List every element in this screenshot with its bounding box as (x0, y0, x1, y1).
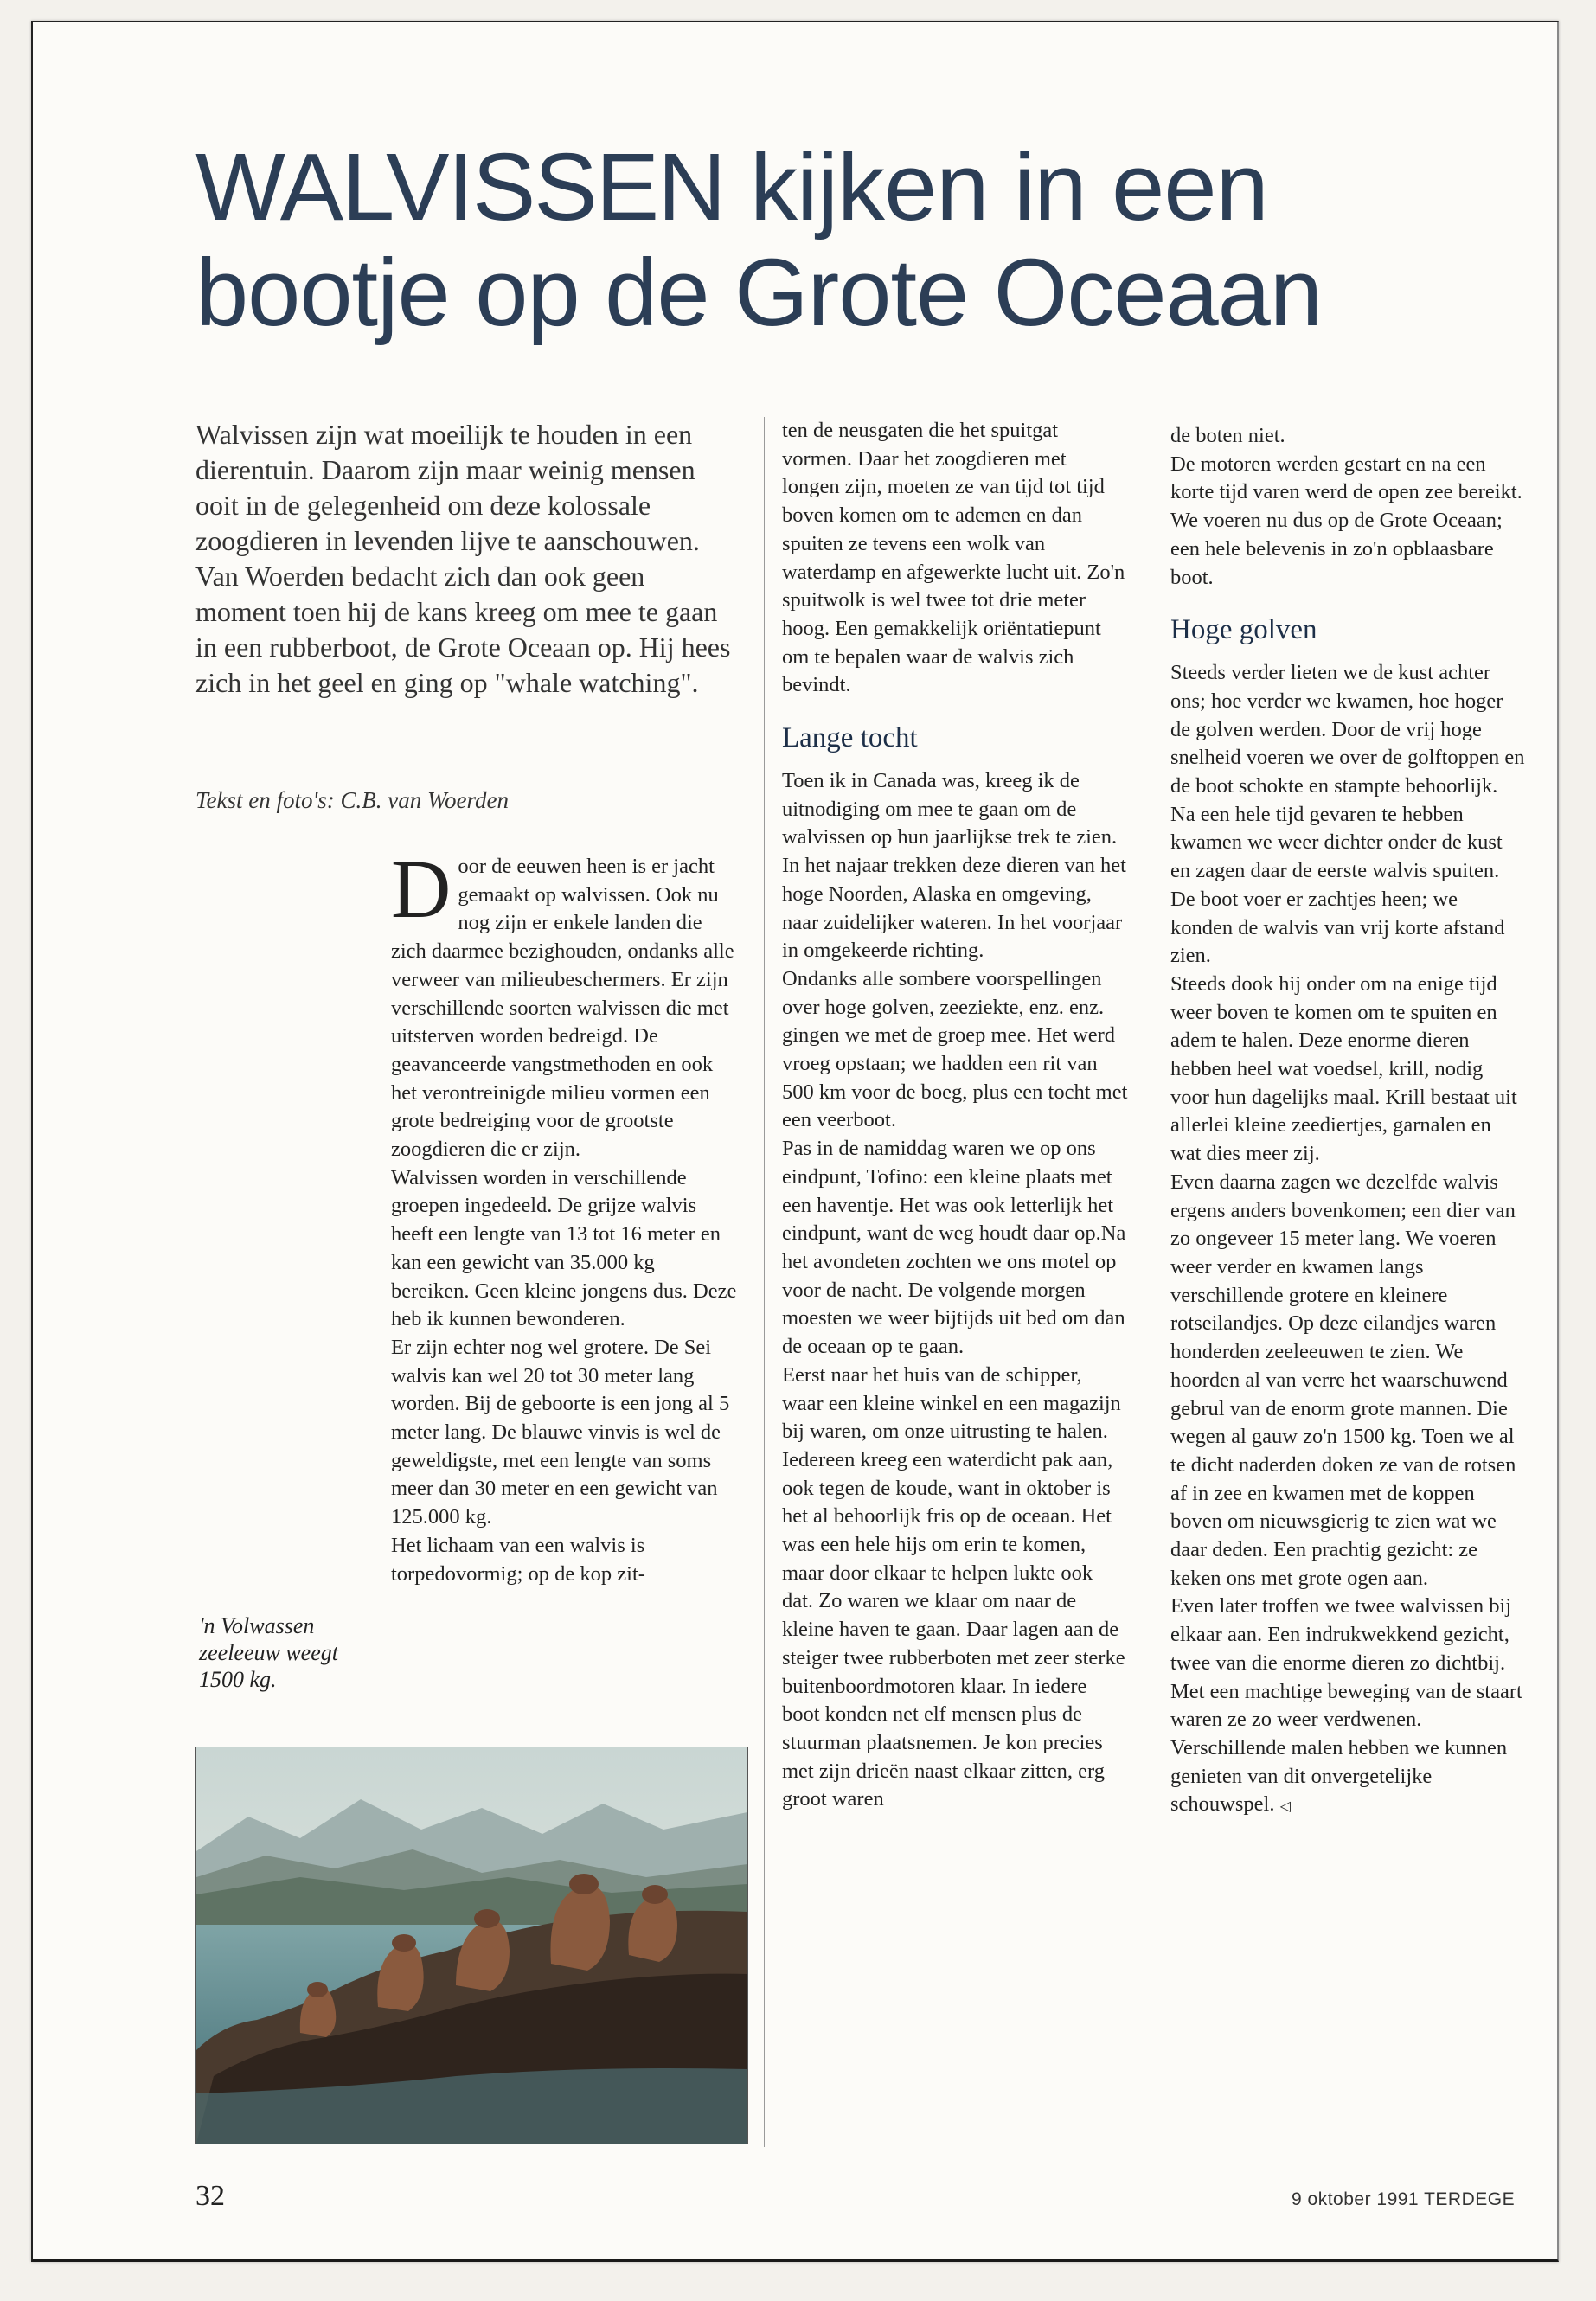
article-column-3 (1170, 422, 1525, 1821)
article-column-2 (782, 417, 1128, 1814)
article-title (195, 135, 1493, 346)
column-divider (764, 417, 765, 2147)
paragraph: Ondanks alle sombere voorspellingen over hoge golven, zeeziekte, enz. enz. gingen we met de groep mee. Het werd vroeg opstaan; we hadden een rit van 500 km voor de boeg, plus een tocht met een veerboot. (782, 966, 1128, 1132)
end-mark-icon: ◁ (1279, 1798, 1291, 1815)
subheading-lange-tocht: Lange tocht (782, 722, 918, 754)
paragraph-text: oor de eeuwen heen is er jacht gemaakt op walvissen. Ook nu nog zijn er enkele landen die zich daarmee bezighouden, ondanks alle verweer van milieubeschermers. Er zijn verschillende soorten walvissen die met uitsterven worden bedreigd. De geavanceerde vangstmethoden en ook het verontreinigde milieu vormen een grote bedreiging voor de grootste zoogdieren die er zijn. (391, 855, 734, 1162)
paragraph: de boten niet. (1170, 424, 1285, 447)
paragraph-text: Even later troffen we twee walvissen bij elkaar aan. Een indrukwekkend gezicht, twee van die enorme dieren zo dichtbij. Met een machtige beweging van de staart waren ze zo weer verdwenen. Verschillende malen hebben we kunnen genieten van dit onvergetelijke schouwspel. (1170, 1594, 1522, 1817)
paragraph: Er zijn echter nog wel grotere. De Sei walvis kan wel 20 tot 30 meter lang worden. Bij de geboorte is een jong al 5 meter lang. De blauwe vinvis is wel de geweldigste, met een lengte van soms meer dan 30 meter en een gewicht van 125.000 kg. (391, 1335, 730, 1529)
byline: Tekst en foto's: C.B. van Woerden (195, 787, 509, 813)
magazine-page (31, 21, 1559, 2262)
paragraph: ten de neusgaten die het spuitgat vormen. Daar het zoogdieren met longen zijn, moeten ze van tijd tot tijd boven komen om te ademen en dan spuiten ze tevens een wolk van waterdamp en afgewerkte lucht uit. Zo'n spuitwolk is wel twee tot drie meter hoog. Een gemakkelijk oriëntatiepunt om te bepalen waar de walvis zich bevindt. (782, 419, 1125, 697)
title-line2: bootje op de Grote Oceaan (195, 240, 1323, 346)
paragraph: Pas in de namiddag waren we op ons eindpunt, Tofino: een kleine plaats met een haventje. Het was ook letterlijk het eindpunt, want de weg houdt daar op.Na het avondeten zochten we ons motel op voor de nacht. De volgende morgen moesten we weer bijtijds uit bed om dan de oceaan op te gaan. (782, 1137, 1126, 1359)
footer-date: 9 oktober 1991 TERDEGE (1292, 2189, 1516, 2209)
paragraph: Walvissen worden in verschillende groepen ingedeeld. De grijze walvis heeft een lengte van 13 tot 16 meter en kan een gewicht van 35.000 kg bereiken. Geen kleine jongens dus. Deze heb ik kunnen bewonderen. (391, 1165, 737, 1331)
paragraph: Steeds verder lieten we de kust achter ons; hoe verder we kwamen, hoe hoger de golven werden. Door de vrij hoge snelheid voeren we over de golftoppen en de boot schokte en stampte behoorlijk. Na een hele tijd gevaren te hebben kwamen we weer dichter onder de kust en zagen daar de eerste walvis spuiten. De boot voer er zachtjes heen; we konden de walvis van vrij korte afstand zien. (1170, 661, 1525, 968)
paragraph: De motoren werden gestart en na een korte tijd varen werd de open zee bereikt. We voeren nu dus op de Grote Oceaan; een hele belevenis in zo'n opblaasbare boot. (1170, 452, 1522, 589)
article-column-1 (391, 843, 737, 1588)
paragraph: Toen ik in Canada was, kreeg ik de uitnodiging om mee te gaan om de walvissen op hun jaarlijkse trek te zien. In het najaar trekken deze dieren van het hoge Noorden, Alaska en omgeving, naar zuidelijker wateren. In het voorjaar in omgekeerde richting. (782, 769, 1126, 963)
paragraph (391, 843, 737, 1164)
paragraph: Even daarna zagen we dezelfde walvis ergens anders bovenkomen; een dier van zo ongeveer 15 meter lang. We voeren weer verder en kwamen langs verschillende grotere en kleinere rotseilandjes. Op deze eilandjes waren honderden zeeleeuwen te zien. We hoorden al van verre het waarschuwend gebrul van de enorm grote mannen. Die wegen al gauw zo'n 1500 kg. Toen we al te dicht naderden doken ze van de rotsen af in zee en kwamen met de koppen boven om nieuwsgierig te zien wat we daar deden. Een prachtig gezicht: ze keken ons met grote ogen aan. (1170, 1170, 1516, 1590)
page-number: 32 (195, 2180, 225, 2212)
sea-lion-photo (195, 1747, 748, 2144)
drop-cap: D (391, 843, 452, 935)
title-line1-rest: kijken in een (724, 134, 1268, 240)
intro-paragraph: Walvissen zijn wat moeilijk te houden in een dierentuin. Daarom zijn maar weinig mensen ooit in de gelegenheid om deze kolossale zoogdieren in levenden lijve te aanschouwen. Van Woerden bedacht zich dan ook geen moment toen hij de kans kreeg om mee te gaan in een rubberboot, de Grote Oceaan op. Hij hees zich in het geel en ging op "whale watching". (195, 419, 731, 698)
paragraph: Het lichaam van een walvis is torpedovormig; op de kop zit- (391, 1533, 645, 1586)
paragraph: Steeds dook hij onder om na enige tijd weer boven te komen om te spuiten en adem te halen. Deze enorme dieren hebben heel wat voedsel, krill, nodig voor hun dagelijks maal. Krill bestaat uit allerlei kleine zeediertjes, garnalen en wat dies meer zij. (1170, 971, 1517, 1166)
sea-lions-illustration (196, 1747, 747, 2144)
paragraph: Eerst naar het huis van de schipper, waar een kleine winkel en een magazijn bij waren, om onze uitrusting te halen. Iedereen kreeg een waterdicht pak aan, ook tegen de koude, want in oktober is het al behoorlijk fris op de oceaan. Het was een hele hijs om erin te komen, maar door elkaar te helpen lukte ook dat. Zo waren we klaar om naar de kleine haven te gaan. Daar lagen aan de steiger twee rubberboten met zeer sterke buitenboordmotoren klaar. In iedere boot konden net elf mensen plus de stuurman plaatsnemen. Je kon precies met zijn drieën naast elkaar zitten, erg groot waren (782, 1362, 1125, 1811)
subheading-hoge-golven: Hoge golven (1170, 614, 1317, 646)
photo-caption: 'n Volwassen zeeleeuw weegt 1500 kg. (199, 1613, 338, 1692)
paragraph (1170, 1593, 1525, 1821)
title-caps: WALVISSEN (195, 134, 725, 240)
